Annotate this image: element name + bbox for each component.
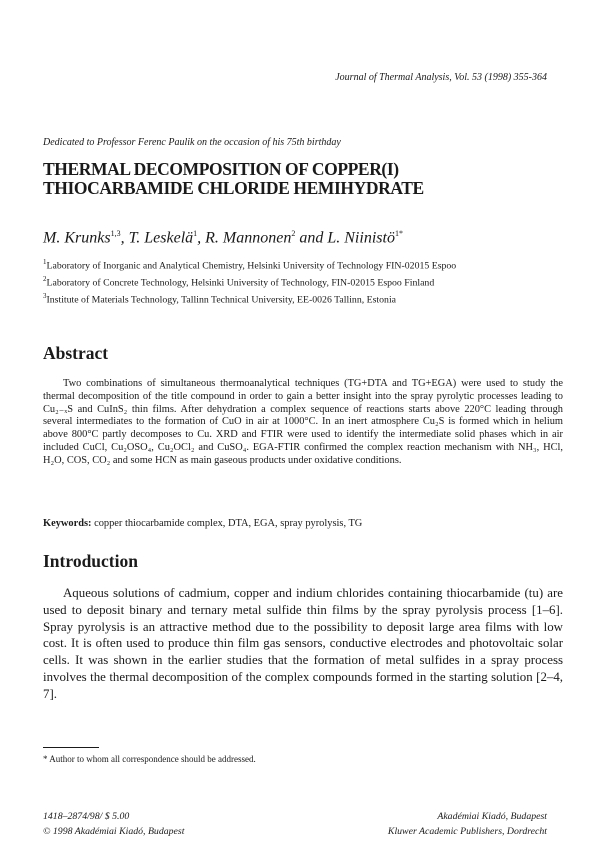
paper-title (43, 160, 424, 198)
author-name: T. Leskelä (128, 229, 194, 247)
footnote-rule (43, 747, 99, 748)
introduction-text: Aqueous solutions of cadmium, copper and indium chlorides containing thiocarbamide (tu) are used to deposit binary and ternary metal sulfide thin films by the spray pyrolysis process [1–6]. Spray pyrolysis is an attractive method due to the possibility to deposit large area films with low cost. It is often used to produce thin film gas sensors, conductive electrodes and photovoltaic solar cells. It was shown in the earlier studies that the formation of metal sulfides in a spray process involves the thermal decomposition of the complex compounds formed in the starting solution [2–4, 7]. (43, 586, 563, 701)
author-affil-marker: 1,3 (110, 229, 121, 238)
introduction-heading: Introduction (43, 551, 138, 571)
footer-publisher-2: Kluwer Academic Publishers, Dordrecht (387, 825, 547, 837)
footer-copyright: © 1998 Akadémiai Kiadó, Budapest (43, 825, 185, 837)
keywords-line (43, 518, 362, 529)
affiliation-item (43, 290, 563, 307)
abstract-text: Two combinations of simultaneous thermoanalytical techniques (TG+DTA and TG+EGA) were used to study the thermal decomposition of the title compound in order to gain a better insight into the spray pyrolytic processes leading to Cu₂₋ₓS and CuInS₂ thin films. After dehydration a complex sequence of reactions starts above 220°C leading through several intermediates to the formation of CuO in air at 1000°C. In an inert atmosphere Cu₂S is formed which in helium above 800°C partly decomposes to Cu. XRD and FTIR were used to identify the intermediate solid phases which in air included CuCl, Cu₂OSO₄, Cu₂OCl₂ and CuSO₄. EGA-FTIR confirmed the complex reaction mechanism with NH₃, HCl, H₂O, COS, CO₂ and some HCN as main gaseous products under oxidative conditions. (43, 378, 563, 466)
author-affil-marker: 2 (291, 229, 296, 238)
affiliations (43, 256, 563, 307)
title-line-1: THERMAL DECOMPOSITION OF COPPER(I) (43, 159, 399, 179)
footer-left (43, 810, 184, 839)
author-separator: , (120, 229, 129, 247)
journal-reference: Journal of Thermal Analysis, Vol. 53 (1998) 355-364 (335, 72, 547, 83)
author-separator: and (295, 229, 328, 247)
affiliation-number: 2 (43, 274, 47, 283)
keywords-text: copper thiocarbamide complex, DTA, EGA, spray pyrolysis, TG (94, 518, 363, 529)
author-name: R. Mannonen (205, 229, 292, 247)
affiliation-text: Laboratory of Concrete Technology, Helsinki University of Technology, FIN-02015 Espoo Finland (46, 277, 435, 289)
author-list (43, 229, 403, 247)
footer-right (388, 810, 547, 839)
footnote: * Author to whom all correspondence should be addressed. (43, 754, 256, 764)
footer-publisher-1: Akadémiai Kiadó, Budapest (437, 811, 547, 822)
abstract-body (43, 378, 563, 468)
author-separator: , (197, 229, 206, 247)
keywords-label: Keywords: (43, 518, 92, 529)
author-name: M. Krunks (43, 229, 111, 247)
footer-issn: 1418–2874/98/ $ 5.00 (43, 811, 130, 822)
affiliation-text: Institute of Materials Technology, Tallinn Technical University, EE-0026 Tallinn, Estonia (46, 293, 397, 305)
affiliation-number: 3 (43, 291, 47, 300)
affiliation-item (43, 256, 563, 273)
affiliation-number: 1 (43, 258, 47, 266)
affiliation-text: Laboratory of Inorganic and Analytical Chemistry, Helsinki University of Technology FIN-02015 Espoo (46, 260, 457, 272)
abstract-heading: Abstract (43, 343, 109, 363)
title-line-2: THIOCARBAMIDE CHLORIDE HEMIHYDRATE (43, 178, 424, 198)
affiliation-item (43, 273, 563, 290)
author-affil-marker: 1* (394, 229, 403, 238)
author-affil-marker: 1 (193, 229, 198, 238)
dedication-line: Dedicated to Professor Ferenc Paulik on the occasion of his 75th birthday (43, 137, 341, 148)
author-name: L. Niinistö (327, 229, 395, 247)
introduction-body (43, 585, 563, 703)
